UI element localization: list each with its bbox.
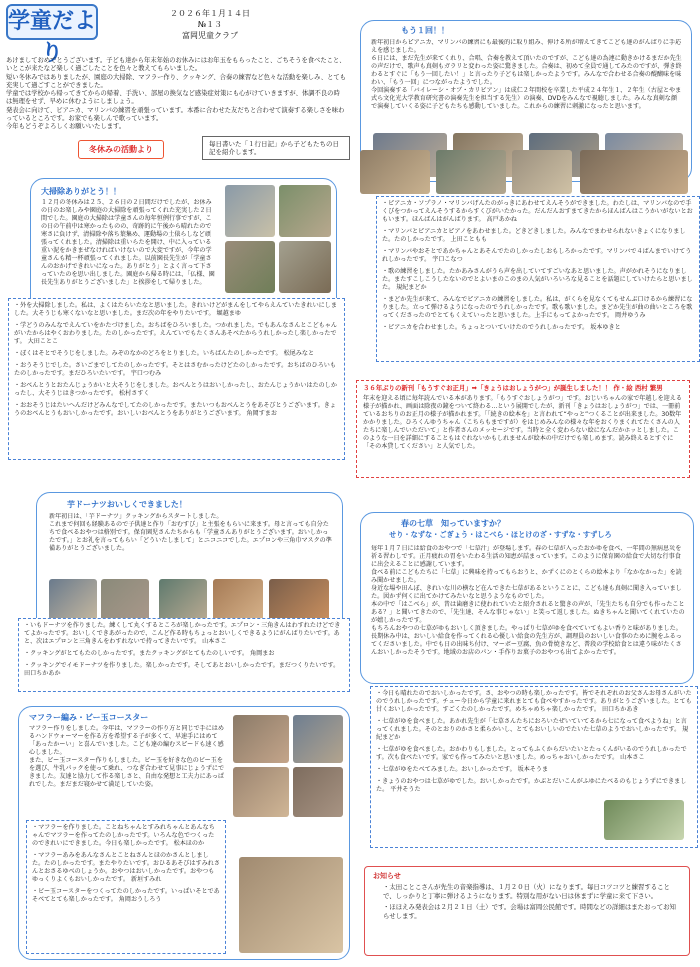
announcement-box bbox=[364, 866, 690, 956]
donuts-body: 新年初日は、「芋ドーナツ」クッキングからスタートしました。 これまで何回も経験あるので子供達と作り「おむすび」と主張をもらいに来ます。母と言っても自分たちで食べるおやつは格別です。保育園児さんたちからも「学童さんありがとうございます。おいしかったです。」とお礼を言ってもらい「どういたしまして」とニコニコでした。エプロンや三角巾マスクの準備ありがとうございました。 bbox=[49, 513, 332, 552]
donuts-photo-4 bbox=[213, 579, 263, 621]
donuts-comments bbox=[18, 618, 350, 692]
once-more-title: もう１回！！ bbox=[401, 26, 449, 35]
comment: ・歌の練習をしました。たかあみさんがうら声を出していてすごいなあと思いました。声がかれそうになりました。またすこしこうしたないのでとよいまのこのまの人気がいろいろな見ることを話題にしていけたらと思いました。 規紀まどか bbox=[382, 268, 693, 291]
muffler-photo-4 bbox=[293, 767, 343, 817]
newsletter-title: 学童だより bbox=[6, 4, 98, 40]
muffler-title: マフラー編み・ビー玉コースター bbox=[29, 713, 149, 722]
cleaning-title: 大掃除ありがとう！！ bbox=[41, 187, 121, 196]
comment: ・マフラーあみをあんなさんとことねさんとほのかさんとしました。たのしかったです。またやりたいです。おひるあそびはすみれさんとおさるゆべのしょうか。おやつはおいしかったです。おやつもゆっくりよくもおいしかったです。 新垣すみれ bbox=[32, 852, 220, 883]
muffler-photo-5 bbox=[239, 857, 343, 953]
announcement-heading: お知らせ bbox=[373, 872, 401, 880]
cleaning-photo-2 bbox=[279, 185, 331, 237]
comment: ・マリンバやおそとであかちゃんとあそんでたのしかったしおもしろかったです。マリンバで４ばんまでいけてうれしかったです。 宇口こなつ bbox=[382, 248, 692, 263]
comment: ・おうそうじでした。さいごまでしてたのしかったです。そとはさむかったけどたのしかったです。おちばのひろいもたのしかったです。まだひろいたいです。 宇口つむみ bbox=[14, 362, 336, 377]
comment: ・外を大掃除しました。私は、よくはたらいたなと思いました。きれいけどがまんをしてやらえんていたきれいにしました。大そうじも寒くないなと思いました。まだ次の年をやりたいです。 堀越まゆ bbox=[14, 302, 337, 317]
donuts-photo-5 bbox=[269, 579, 329, 621]
nanakusa-body: 毎年１月７日には給食のおやつで「七草汁」が登場します。春の七草が入ったおかゆを食べ、一年間の無病息災を祈る習わしです。正月疲れの胃をいたわる生活の知恵が詰まっています。このように保育園の給食で大切な行事食に出会えることに感謝しています。 食べる前にこどもたちに「七草」に興味を持ってもらおうと、かずくにのとくらの絵本より「なかなかった」を読み聞かせました。 身近な場や田んぼ、きれいな川の横など在んできた七草があるということに、こども達も真剣に聞き入っていました。図かず何くに出てかけてみたいなと思うようなものでした。 本の中で「はこべら」が、昔は歯磨きに使われていたと紹介されると驚きの声が、「先生たちも自分でも作ったことある？」と聞いてきたので、「先生達、そんな事じゃない」と笑って返しました。ぬきちゃんと聞いてくれていたのが嬉しかったです。 もちろんおやつの七草がゆもおいしく頂きました。やっぱり七草がゆを食べていてもよい香りと味がありました。長期休み中は、おいしい給食を作ってくれる心優しい給食の先生方が、調理員のおいしい食事のために腕をふるってくださいました。中でも日の出味ち付け、マーボー豆腐、魚の骨焼きなど、普段の学校給食とは違う味がたくさんおいしかったそうです。地域のお店のパン・手作りお菓子のおやつも出てよかったです。 bbox=[371, 545, 685, 656]
comment: ・七草がゆを食べました。あかれ先生が「七草さんたちにおろいたぜいていてるから七になって食べようね」と言ってくれました。そのとおりのかさと柔らかいし、とてもおいしいのでたいた七草のようでおいしかったです。 規紀まどか bbox=[376, 718, 689, 741]
winter-activities-tag: 冬休みの活動より bbox=[78, 140, 164, 159]
nanakusa-title: 春の七草 知っていますか？ bbox=[401, 519, 505, 528]
comment: ・ピアニカ・ソプラノ・マリンバげんたのがっきにあわせてえんそうができました。わたしは、マリンバなので手くびをつかってえんそうするからすくびがいたかった。だんだんおすまてきたからほんばんはこうかいがないとおもいます。ほんばんはがんばります。 高戸あかね bbox=[382, 200, 693, 223]
once-more-body: 新年初日からピアニカ、マリンバの練習にも最後的に取り組み、伸ける所が増えてきてこども達のがんばりに手応えを感じました。 ６日には、まだ先生が来てくれり、合唱、合奏を教えて頂いたのですが、こども達の為連に動きかけるまだか先生の声だけで、歌声も真剣もガラリと変わった姿に驚きました。合奏は、初めて全員で通してみたのですが、弾き終わるとすぐに「もう一回したい！」と言ったり子どもは楽しかったようです。みんなで合わせる合奏の醍醐味を味わい、「もう一回」につながったようでした。 今回演奏する「バイレーシ・オブ・カリビアン」は成仁２年間校を卒業した平成２４年生１、２年生（古屋とやま式ら文化光大学教育研究書の演奏先生を担当する先生）の演奏、DVDをみんなで視聴しました。みんな真剣な顔で演奏していくる姿に子どもたちも感動していました。これからの練習に刺激になったと思います。 bbox=[371, 39, 682, 110]
comment: ・おおそうじはたいへんだけどみんなでしてたのしかったです。またいつもおべんとうをあそびとうございます。きょうのおべんとうもおいしかったです。おいしいおべんとうをありがとうございます。 角岡すまお bbox=[14, 402, 336, 417]
comment: ・まどか先生が来て、みんなでピアニカの練習をしました。私は、がくらを見なくてもせんぶ口けるから練習になりました。立って弾けるようになったのでうれしかったです。歌も歌いました。まどか先生が曲の曲いところを歌ってくださったのでとてもくえていったと思いました。上手にもってよかったです。 岡井ゆうみ bbox=[382, 296, 693, 319]
cleaning-comments bbox=[8, 298, 345, 460]
cleaning-body: １２月の冬休みは２５、２６日の２日間だけでしたが、お休みの日のお楽しみや園庭の大掃除を頑張ってくれた充実した２日間でした。園庭の大掃除は学童さんの毎年恒例行事ですが、この日の午前中は寒かったものの、奇跡的に午後から晴れたので寒さに負けず、清掃除や落ち葉集め、運動場の土俵らしなど頑張ってくれました。清掃除は重いらたを開け、中に入っている重い泥をかきまぜなければいけないので大変ですが、今年の学童さんも精一杯頑張ってくれました。以前園長先生が「学童さんのおかげできれいになった。ありがとう」とよく言って下さっていたのを思い出しました。園庭から帰る時には、「仏様、園長先生ありがとうございました」と挨拶をして帰りました。 bbox=[41, 199, 215, 286]
comment: ・学どうのみんなでえんていをかたづけました。おちばをひろいました。つかれました。でもあんなさんとこどもゃんがいたからはやくおわりました。たのしかったです。えんていでもたくさんあそべたからうれしかったし楽しかったです。 大田ことこ bbox=[14, 322, 337, 345]
muffler-photo-1 bbox=[233, 715, 289, 763]
once-more-photo-6 bbox=[436, 150, 506, 194]
comment: ・マフラーを作りました。ことねちゃんとすみれちゃんとあんなちゃんでマフラーを作ってたのしかったです。いろんな色でつくったのできれいにできました。今日も楽しかったです。 松本ほのか bbox=[32, 824, 215, 847]
issue-number: №１３ bbox=[197, 20, 223, 29]
comment: ・七草がゆを食べました。おかわりもしました。とってもふくからだいたいとたっくんがいるのでうれしかったです。次も食べたいです。家でも作ってみたいと思いました。めっちゃおいしかったです。 山本さこ bbox=[376, 746, 687, 761]
diary-note: 毎日書いた「１行日記」から子どもたちの日記を紹介します。 bbox=[202, 136, 350, 160]
once-more-photo-7 bbox=[512, 150, 572, 194]
donuts-photo-3 bbox=[159, 579, 207, 621]
announcement-item: ・太田ことこさんが先生の音楽指導は、１月２０日（火）になります。毎日コツコツと練習することで、しっかりと丁寧に弾けるようになります。特別な用がない日は休まずに学童に来て下さい。 bbox=[383, 883, 670, 900]
muffler-body: マフラー作りをしました。今年は、マフラーの作り方と同じで手にはめるハンドウォーマーを作る方を希望する子が多くて、早速手にはめて「あったかーい」と喜んでいました。こども達の編むスピードも速く感心しました。 また、ビー玉コースター作りもしました。ビー玉を好きな色のビー玉をを選び、牛乳パックを使って乗れ、つなぎ合わせて見事にじょうずにできました。友達と協力して作る楽しさと、自由な発想と工夫力にあっぱれでした。まだまだ寝かせて満足していた姿。 bbox=[29, 725, 225, 788]
muffler-photo-3 bbox=[233, 767, 289, 817]
book-notice bbox=[356, 380, 690, 478]
cleaning-photo-1 bbox=[225, 185, 275, 237]
comment: ・ビー玉コースターをつくってたのしかったです。いっぱいそとであそべてとても楽しかったです。 角岡おうしろう bbox=[32, 888, 220, 903]
once-more-photo-8 bbox=[580, 150, 688, 194]
cleaning-photo-4 bbox=[279, 241, 331, 293]
cleaning-photo-3 bbox=[225, 241, 275, 293]
comment: ・ピアニカを合わせました。ちょっとついていけたのでうれしかったです。 坂本ゆきと bbox=[382, 324, 621, 331]
book-notice-title: ３６年ぶりの新刊「もうすぐお正月」➡「きょうはおしょうがつ」が誕生しました！！ 作・絵 西村 繁男 bbox=[363, 384, 663, 392]
comment: ・おべんとうとおたんじょうかいと大そうじをしました。おべんとうはおいしかったし、おたんじょうかいはたのしかったし、大そうじはきつかったです。 松村さすく bbox=[14, 382, 337, 397]
donuts-title: 芋ドーナツおいしくできました！ bbox=[67, 500, 187, 509]
intro-text: あけましておめでとうございます。子ども達から年末年始のお休みにはお年玉をもらったこと、ごちそうを食べたこと、いとこが来たなど楽しく過ごしたことを色々と教えてもらいました。 短い冬休みではありましたが、園庭の大掃除、マフラー作り、クッキング、合奏の練習など色々な活動を楽しみ、とても充実して過ごすことができました。 学童では学校から帰ってきてからの帰着、手洗い、部屋の換気など感染症対策にも心がけていきますが、体調不良の時は無理をせず、早めに休むようにしましょう。 発表会に向けて、ピアニカ、マリンバの練習を頑張っています。本番に合わせた友だちと合わせて演奏する楽しさを味わっているところです。お家でも楽しんで歌っています。 今年もどうぞよろしくお願いいたします。 bbox=[6, 57, 346, 131]
muffler-photo-2 bbox=[293, 715, 343, 763]
donuts-photo-2 bbox=[101, 579, 149, 621]
comment: ・いもドーナツを作りました。練くして丸くするところが楽しかったです。エプロン・三角きんはわすれたけどできてよかったです。おいしくできあがったので、こんど作る時もちょっとおいしくできるようにがんばりたいです。あと、次はエプロンと三角きんをわすれないで持ってきたいです。 山本さこ bbox=[24, 622, 341, 645]
book-notice-body: 年末を迎える頃に毎年読んでいる本があります。「もうすぐおしょうがつ」です。おじいちゃんの家で年越しを迎える様子が描かれ、画面は除夜の鐘をついて終わる…という展開でしたが、新刊「きょうはおしょうがつ」では、一冊前ているおちりのお正月の様子が描かれます。「「続きの絵本を」と言われて“やっと”つくることが出来ました。30数年かかりました。ひろくんゆうちゃん（こちらもまですが）をはじめみんなの様々な年をおくりまくれてたくさんの人たちに楽しんでいただいて」と作者さんのメッセージです。当時と全く変わらない絵になんだかホッとしました。このような一日を詳細にすることもはぐれないかもしれませんが絵本の中だけでも楽しめます。読み終えるとすぐに「その本貸してください」と人気でした。 bbox=[363, 395, 682, 450]
club-name: 富岡児童クラブ bbox=[182, 31, 238, 40]
once-more-comments bbox=[376, 196, 700, 362]
comment: ・今日も晴れたのでおいしかったです。さ、おやつの時も楽しかったです。皆でそれぞれのお父さんお母さんがいたのでうれしかったです。チュー今日から学童に来れまとても食べやすかったです。ありがとうございました。とても甘くおいしかったです。すごくたのしかったです。めちゃめちゃ楽しかったです。 田口ちかあき bbox=[376, 690, 692, 713]
comment: ・マリンバとピアニカとピアノをあわせました。どきどきしました。みんなでまわせられないきょくになりました。たのしかったです。 上田こともも bbox=[382, 228, 686, 243]
comment: ・クッキングがとてもたのしかったです。またクッキングがとてもたのしいです。 角岡まお bbox=[24, 650, 275, 657]
issue-date: ２０２６年１月１４日 bbox=[170, 9, 250, 18]
announcement-item: ・ほほえみ発表会は２月２１日（土）です。会場は富岡公民館です。時間などの詳細はまたおってお知らせします。 bbox=[383, 903, 676, 920]
nanakusa-photo bbox=[604, 800, 684, 840]
comment: ・ぼくはそとでそうじをしました。みぞのなかのどろをとりました。いちばんたのしかったです。 松尾みなと bbox=[14, 350, 315, 357]
donuts-photo-1 bbox=[49, 579, 97, 621]
comment: ・クッキングでイモドーナツを作りました。楽しかったです。そしてあとおいしかったです。まだつくりたいです。 田口ちかあか bbox=[24, 662, 340, 677]
header-info bbox=[170, 8, 250, 41]
nanakusa-card bbox=[360, 512, 694, 684]
comment: ・きょうのおやつは七草がゆでした。おいしかったです。かぶとだいこんがふゆにたべるのもじょうずにできました。 平井そうた bbox=[376, 778, 687, 793]
nanakusa-subtitle: せり・なずな・ごぎょう・はこべら・ほとけのざ・すずな・すずしろ bbox=[389, 530, 612, 539]
once-more-photo-5 bbox=[360, 150, 430, 194]
muffler-comments bbox=[26, 820, 226, 954]
comment: ・七草がゆをたべてみました。おいしかったです。 坂本そうま bbox=[376, 766, 549, 773]
